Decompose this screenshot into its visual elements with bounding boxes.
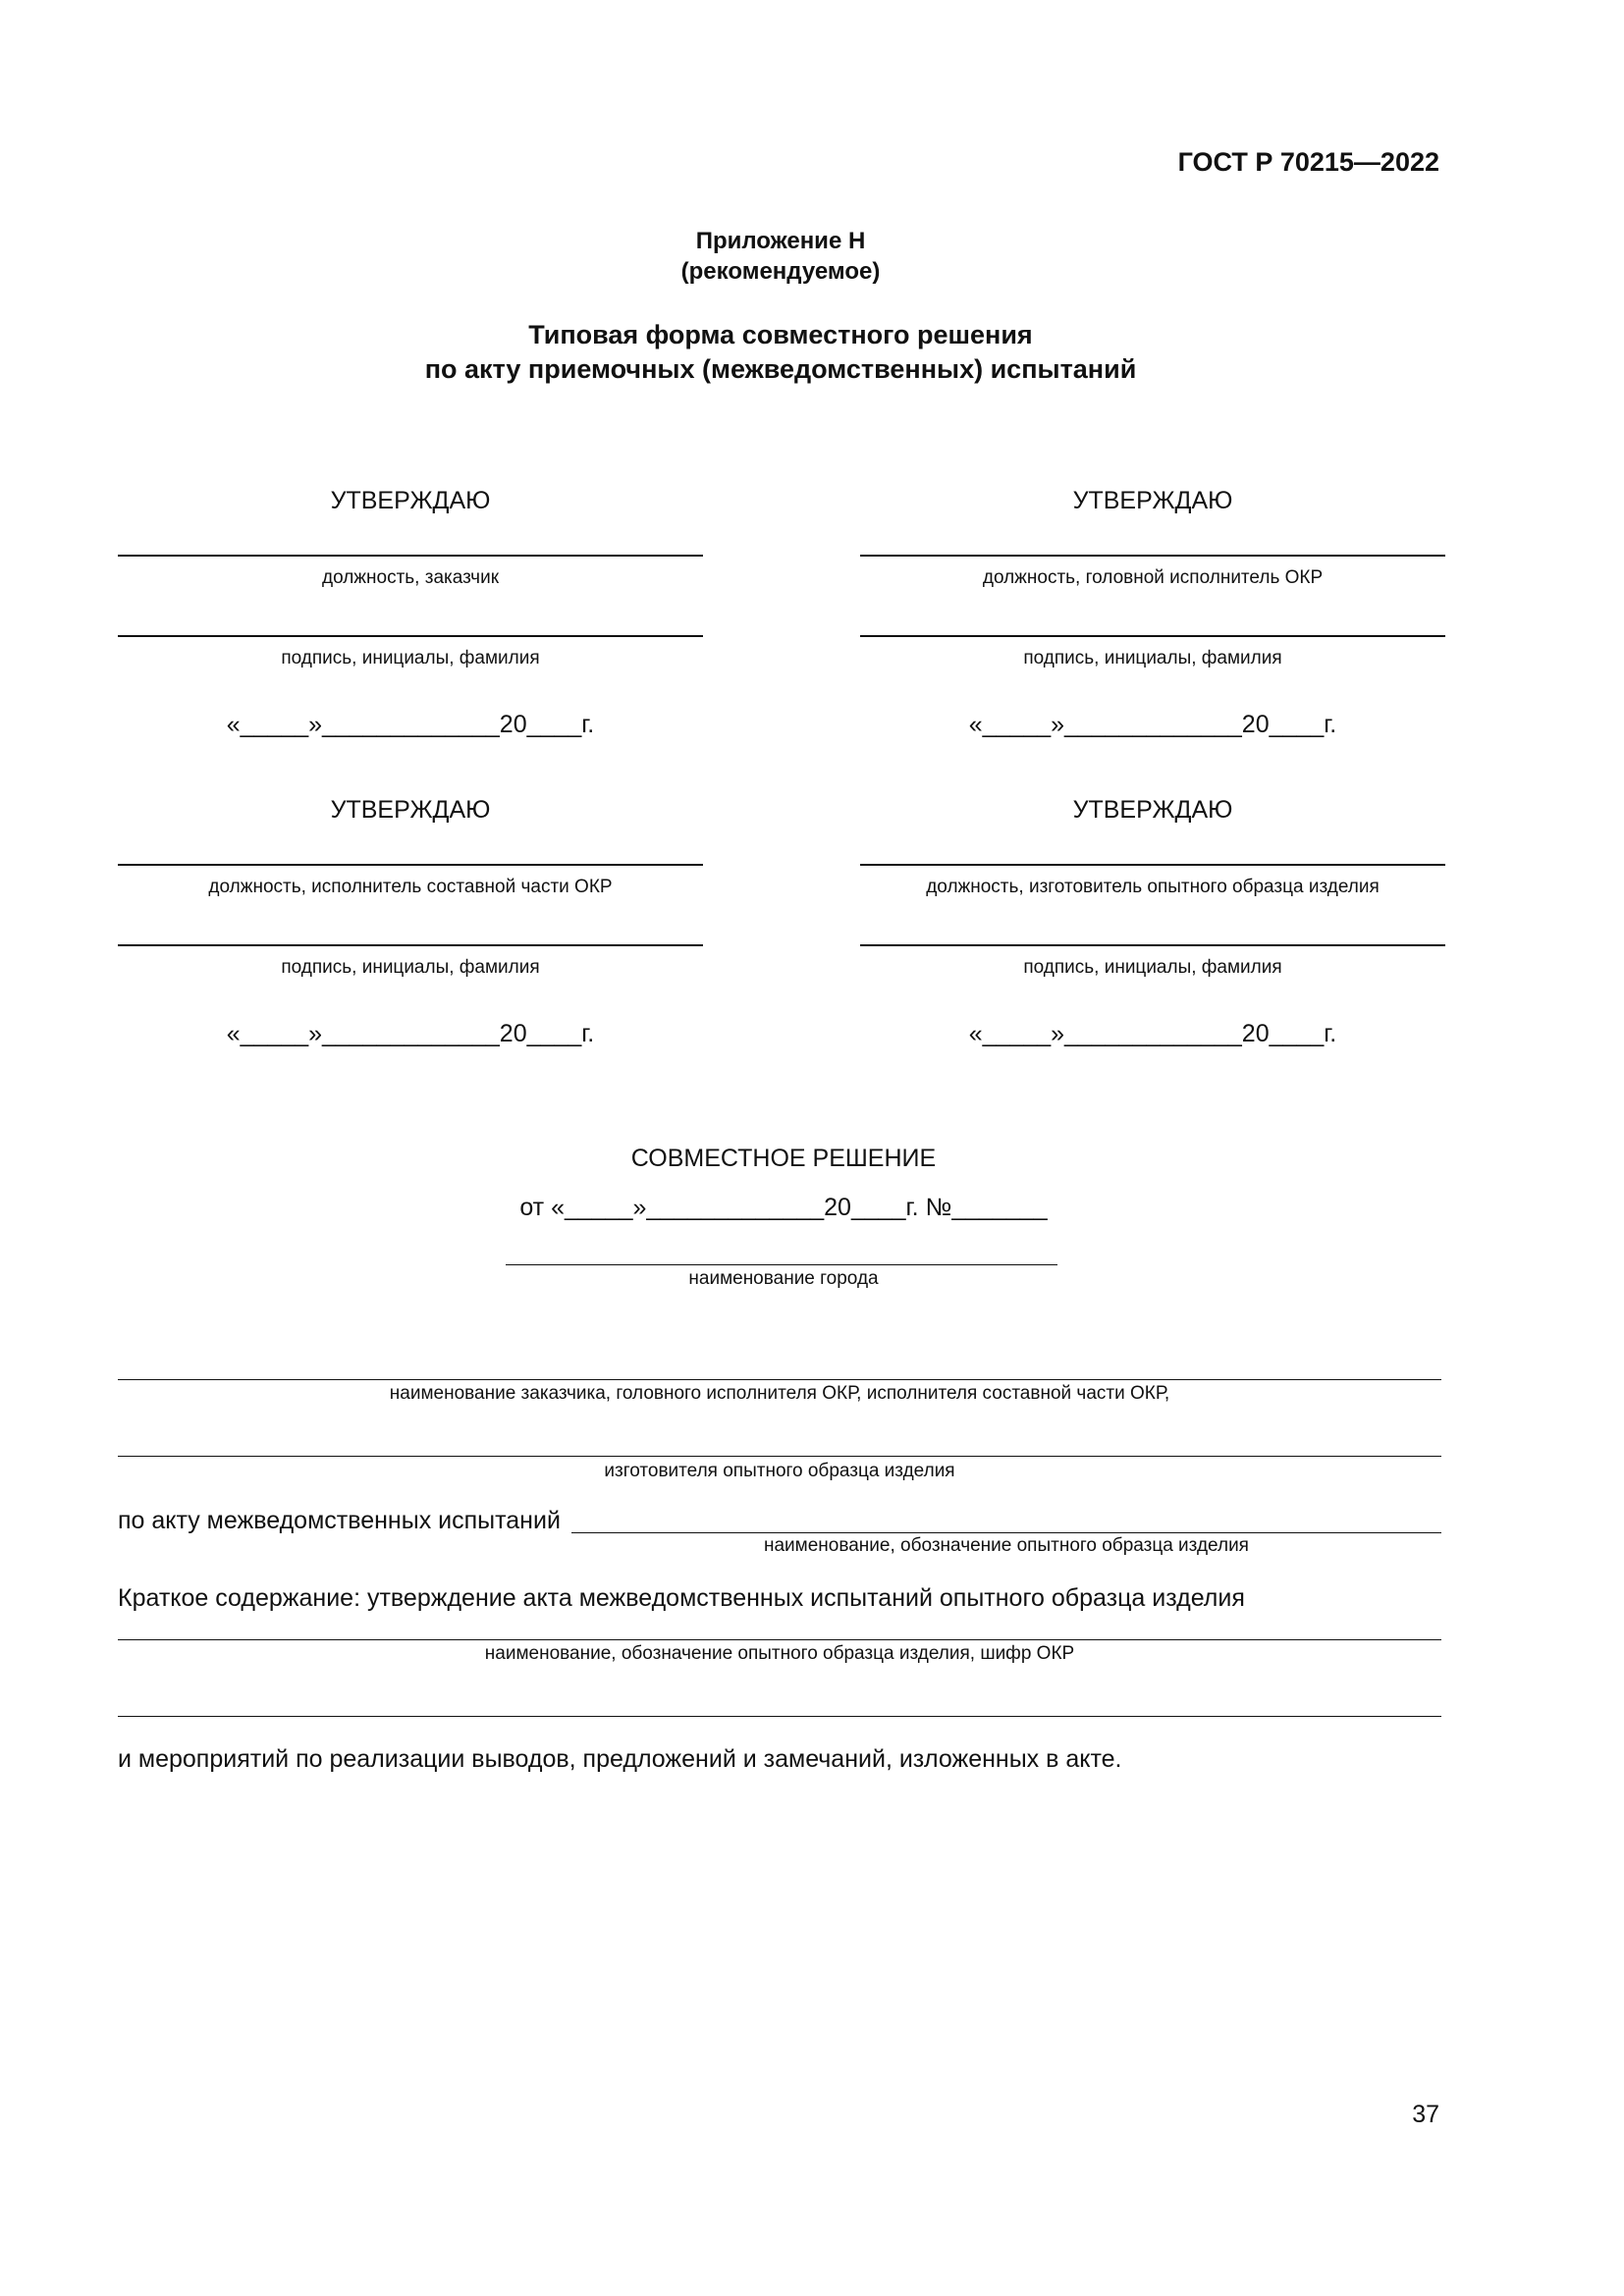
signature-caption: подпись, инициалы, фамилия — [281, 648, 540, 668]
summary-extra-line[interactable] — [118, 1716, 1441, 1717]
page-number: 37 — [1412, 2101, 1439, 2128]
approval-date: «_____»_____________20____г. — [968, 1020, 1337, 1047]
act-caption: наименование, обозначение опытного образца изделия — [764, 1535, 1249, 1556]
manufacturer-line[interactable] — [118, 1456, 1441, 1457]
signature-caption: подпись, инициалы, фамилия — [1023, 957, 1282, 978]
position-caption: должность, изготовитель опытного образца изделия — [926, 877, 1380, 897]
manufacturer-caption: изготовителя опытного образца изделия — [604, 1461, 955, 1481]
position-caption: должность, головной исполнитель ОКР — [982, 567, 1324, 588]
city-line[interactable] — [506, 1264, 1057, 1265]
approval-date: «_____»_____________20____г. — [968, 711, 1337, 738]
joint-decision-title: СОВМЕСТНОЕ РЕШЕНИЕ — [630, 1145, 937, 1172]
signature-line[interactable] — [860, 944, 1445, 946]
signature-caption: подпись, инициалы, фамилия — [281, 957, 540, 978]
document-code: ГОСТ Р 70215—2022 — [1177, 147, 1439, 177]
form-title-line2: по акту приемочных (межведомственных) испытаний — [424, 354, 1137, 384]
summary-text: Краткое содержание: утверждение акта межведомственных испытаний опытного образца изделия — [118, 1584, 1245, 1612]
position-caption: должность, исполнитель составной части ОКР — [208, 877, 613, 897]
form-title-line1: Типовая форма совместного решения — [528, 320, 1033, 349]
position-line[interactable] — [118, 864, 703, 866]
act-line[interactable] — [571, 1532, 1441, 1533]
act-label: по акту межведомственных испытаний — [118, 1507, 561, 1534]
appendix-title: Приложение Н — [695, 228, 866, 254]
approval-heading: УТВЕРЖДАЮ — [330, 487, 491, 514]
position-line[interactable] — [860, 864, 1445, 866]
position-caption: должность, заказчик — [321, 567, 500, 588]
signature-line[interactable] — [860, 635, 1445, 637]
position-line[interactable] — [118, 555, 703, 557]
parties-line[interactable] — [118, 1379, 1441, 1380]
appendix-subtitle: (рекомендуемое) — [680, 258, 881, 285]
summary-line[interactable] — [118, 1639, 1441, 1640]
summary-caption: наименование, обозначение опытного образца изделия, шифр ОКР — [484, 1643, 1075, 1664]
approval-heading: УТВЕРЖДАЮ — [330, 796, 491, 824]
approval-heading: УТВЕРЖДАЮ — [1072, 796, 1233, 824]
approval-heading: УТВЕРЖДАЮ — [1072, 487, 1233, 514]
parties-caption: наименование заказчика, головного исполнителя ОКР, исполнителя составной части ОКР, — [389, 1383, 1170, 1404]
signature-caption: подпись, инициалы, фамилия — [1023, 648, 1282, 668]
approval-date: «_____»_____________20____г. — [226, 711, 595, 738]
joint-decision-date-line: от «_____»_____________20____г. №_______ — [519, 1194, 1048, 1221]
city-caption: наименование города — [688, 1268, 879, 1289]
closing-text: и мероприятий по реализации выводов, предложений и замечаний, изложенных в акте. — [118, 1745, 1122, 1773]
signature-line[interactable] — [118, 944, 703, 946]
approval-date: «_____»_____________20____г. — [226, 1020, 595, 1047]
signature-line[interactable] — [118, 635, 703, 637]
position-line[interactable] — [860, 555, 1445, 557]
